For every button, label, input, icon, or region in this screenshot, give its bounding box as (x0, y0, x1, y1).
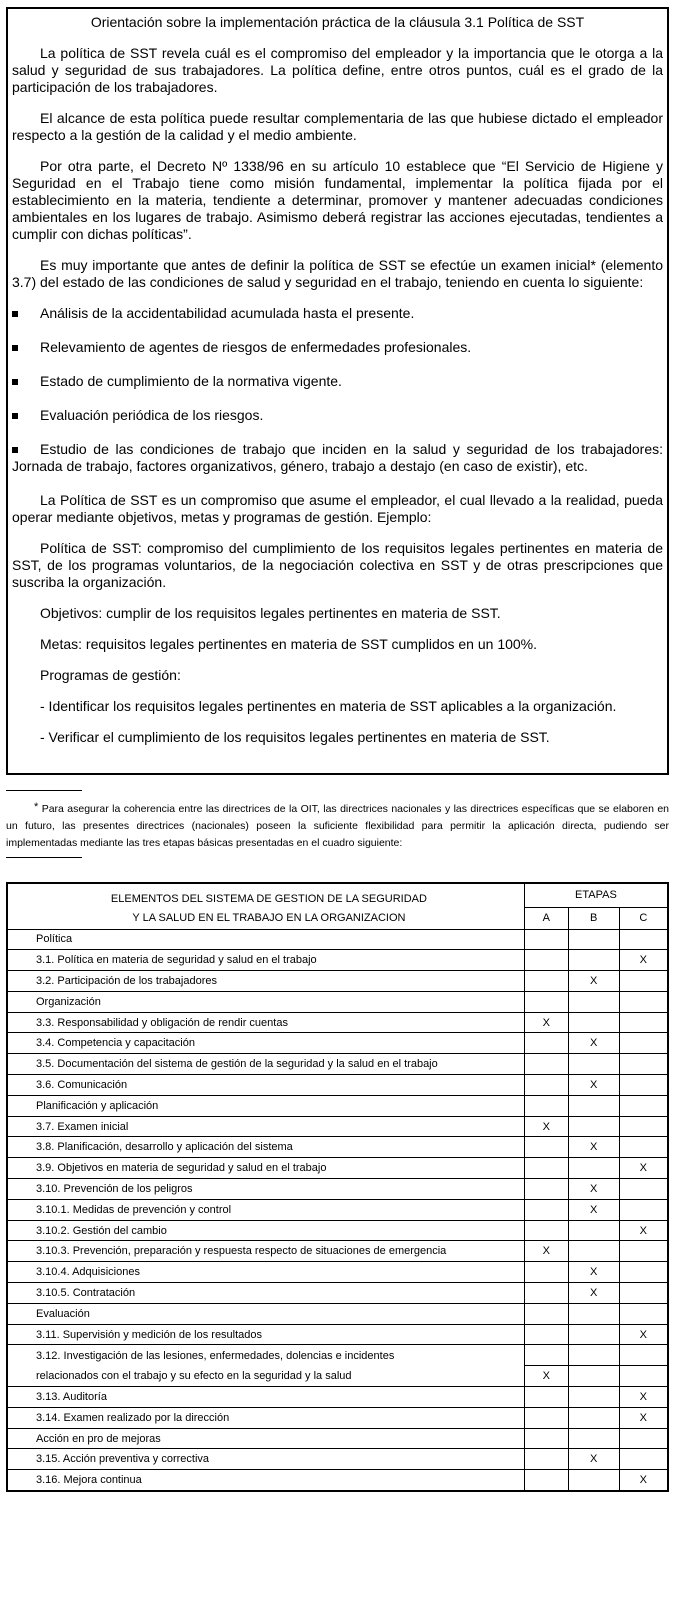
stage-c-cell (619, 1428, 668, 1449)
bullet-text: Estado de cumplimiento de la normativa vigente. (40, 373, 342, 389)
paragraph: Política de SST: compromiso del cumplimiento de los requisitos legales pertinentes en materia de SST, de los programas voluntarios, de la negociación colectiva en SST y de otras prescripciones que suscriba la organización. (12, 540, 663, 590)
bullet-text: Estudio de las condiciones de trabajo que inciden en la salud y seguridad de los trabajadores: Jornada de trabajo, factores organizativos, género, trabajo a destajo (en caso de existir), etc. (12, 441, 663, 474)
stage-b-cell (568, 929, 619, 950)
closing-paragraphs (12, 492, 663, 746)
paragraph: La Política de SST es un compromiso que asume el empleador, el cual llevado a la realidad, pueda operar mediante objetivos, metas y programas de gestión. Ejemplo: (12, 492, 663, 525)
stage-c-cell (619, 1095, 668, 1116)
stage-c-cell: X (619, 1407, 668, 1428)
bullet-list (12, 305, 663, 475)
stage-a-cell (524, 971, 568, 992)
stage-c-cell (619, 1033, 668, 1054)
element-label: 3.10.3. Prevención, preparación y respuesta respecto de situaciones de emergencia (7, 1241, 524, 1262)
stage-a-cell (524, 1033, 568, 1054)
stage-a-cell (524, 1137, 568, 1158)
table-row (7, 1366, 668, 1387)
stage-c-cell (619, 1137, 668, 1158)
stage-c-cell (619, 1262, 668, 1283)
bullet-item (12, 373, 663, 390)
element-label: 3.10.2. Gestión del cambio (7, 1220, 524, 1241)
stage-b-cell: X (568, 1262, 619, 1283)
stage-b-cell (568, 1095, 619, 1116)
table-row (7, 1116, 668, 1137)
stage-b-cell (568, 1470, 619, 1491)
stage-b-cell (568, 1220, 619, 1241)
paragraph: Metas: requisitos legales pertinentes en materia de SST cumplidos en un 100%. (40, 636, 538, 652)
element-label: 3.16. Mejora continua (7, 1470, 524, 1491)
bullet-item (12, 407, 663, 424)
table-row (7, 1241, 668, 1262)
stage-a-cell: X (524, 1012, 568, 1033)
stage-a-cell (524, 1095, 568, 1116)
stage-a-cell (524, 1220, 568, 1241)
stage-b-cell: X (568, 1449, 619, 1470)
header-title-line2: Y LA SALUD EN EL TRABAJO EN LA ORGANIZACION (7, 907, 524, 929)
footnote-text: Para asegurar la coherencia entre las directrices de la OIT, las directrices nacionales y las directrices específicas que se elaboren en un futuro, las presentes directrices (nacionales) poseen la suficiente flexibilidad para permitir la aplicación directa, pudiendo ser implementadas mediante las tres etapas básicas presentadas en el cuadro siguiente: (6, 803, 669, 849)
stage-b-cell: X (568, 1283, 619, 1304)
stage-c-cell (619, 1012, 668, 1033)
stage-a-cell (524, 1345, 568, 1366)
stage-c-cell: X (619, 1158, 668, 1179)
element-label: 3.10.1. Medidas de prevención y control (7, 1199, 524, 1220)
paragraph: - Verificar el cumplimiento de los requisitos legales pertinentes en materia de SST. (40, 729, 550, 745)
element-label: 3.15. Acción preventiva y correctiva (7, 1449, 524, 1470)
stage-b-cell: X (568, 1199, 619, 1220)
stages-table (6, 882, 669, 1492)
table-row (7, 1137, 668, 1158)
table-row (7, 950, 668, 971)
stage-b-cell (568, 1012, 619, 1033)
footnote-rule-top (6, 790, 82, 791)
element-label: relacionados con el trabajo y su efecto en la seguridad y la salud (7, 1366, 524, 1387)
stage-c-cell (619, 1283, 668, 1304)
element-label: 3.6. Comunicación (7, 1075, 524, 1096)
section-label: Planificación y aplicación (7, 1095, 524, 1116)
paragraph: Objetivos: cumplir de los requisitos legales pertinentes en materia de SST. (40, 605, 501, 621)
table-row (7, 1054, 668, 1075)
table-header-row-1 (7, 883, 668, 907)
intro-paragraphs (12, 45, 663, 291)
stage-a-cell (524, 1428, 568, 1449)
stage-a-cell (524, 1075, 568, 1096)
stage-b-cell (568, 1158, 619, 1179)
stage-a-cell (524, 1262, 568, 1283)
stage-b-cell (568, 1345, 619, 1366)
stage-a-cell (524, 1324, 568, 1345)
section-row (7, 929, 668, 950)
stage-b-cell (568, 1241, 619, 1262)
section-row (7, 991, 668, 1012)
bullet-item (12, 339, 663, 356)
stage-c-cell: X (619, 1324, 668, 1345)
bullet-icon (12, 379, 18, 385)
stage-a-cell (524, 950, 568, 971)
section-label: Política (7, 929, 524, 950)
table-row (7, 1033, 668, 1054)
stage-a-cell (524, 991, 568, 1012)
element-label: 3.4. Competencia y capacitación (7, 1033, 524, 1054)
stage-c-cell (619, 1449, 668, 1470)
stage-a-cell: X (524, 1241, 568, 1262)
stage-b-cell (568, 1387, 619, 1408)
element-label: 3.1. Política en materia de seguridad y salud en el trabajo (7, 950, 524, 971)
section-label: Acción en pro de mejoras (7, 1428, 524, 1449)
table-row (7, 1158, 668, 1179)
bullet-icon (12, 447, 18, 453)
stage-a-cell (524, 1179, 568, 1200)
stage-b-header: B (568, 907, 619, 929)
element-label: 3.8. Planificación, desarrollo y aplicación del sistema (7, 1137, 524, 1158)
paragraph: Es muy importante que antes de definir la política de SST se efectúe un examen inicial* (elemento 3.7) del estado de las condiciones de salud y seguridad en el trabajo, teniendo en cuenta lo siguiente: (12, 257, 663, 290)
stage-a-cell (524, 1158, 568, 1179)
element-label: 3.7. Examen inicial (7, 1116, 524, 1137)
stage-a-cell (524, 1449, 568, 1470)
stage-b-cell: X (568, 1033, 619, 1054)
table-row (7, 1199, 668, 1220)
stage-b-cell (568, 950, 619, 971)
section-row (7, 1095, 668, 1116)
element-label: 3.12. Investigación de las lesiones, enfermedades, dolencias e incidentes (7, 1345, 524, 1366)
bullet-icon (12, 413, 18, 419)
element-label: 3.13. Auditoría (7, 1387, 524, 1408)
stage-b-cell: X (568, 1137, 619, 1158)
paragraph: La política de SST revela cuál es el compromiso del empleador y la importancia que le otorga a la salud y seguridad de sus trabajadores. La política define, entre otros puntos, cuál es el grado de la participación de los trabajadores. (12, 45, 663, 95)
stage-c-cell (619, 1241, 668, 1262)
stage-a-cell: X (524, 1366, 568, 1387)
stage-c-cell (619, 929, 668, 950)
table-row (7, 1179, 668, 1200)
stage-c-cell (619, 1054, 668, 1075)
stage-c-cell (619, 1345, 668, 1366)
stage-a-cell (524, 1054, 568, 1075)
section-row (7, 1303, 668, 1324)
policy-guidance-box (6, 7, 669, 775)
stage-b-cell (568, 1428, 619, 1449)
table-row (7, 1012, 668, 1033)
stage-b-cell (568, 1054, 619, 1075)
element-label: 3.10. Prevención de los peligros (7, 1179, 524, 1200)
bullet-text: Evaluación periódica de los riesgos. (40, 407, 264, 423)
stage-c-cell: X (619, 1220, 668, 1241)
stage-a-cell (524, 1407, 568, 1428)
stage-c-cell (619, 1116, 668, 1137)
bullet-item (12, 305, 663, 322)
stage-c-cell (619, 1366, 668, 1387)
element-label: 3.5. Documentación del sistema de gestión de la seguridad y la salud en el trabajo (7, 1054, 524, 1075)
footnote-mark: * (34, 801, 39, 813)
bullet-item (12, 441, 663, 475)
element-label: 3.3. Responsabilidad y obligación de rendir cuentas (7, 1012, 524, 1033)
paragraph: Programas de gestión: (40, 667, 181, 683)
stage-b-cell: X (568, 1179, 619, 1200)
footnote-rule-bottom (6, 857, 82, 858)
table-row (7, 1075, 668, 1096)
stage-b-cell (568, 1407, 619, 1428)
stage-a-cell (524, 1303, 568, 1324)
stage-c-cell: X (619, 1470, 668, 1491)
stage-a-cell: X (524, 1116, 568, 1137)
stage-b-cell (568, 1303, 619, 1324)
table-row (7, 1324, 668, 1345)
element-label: 3.10.5. Contratación (7, 1283, 524, 1304)
stage-c-cell (619, 1179, 668, 1200)
element-label: 3.2. Participación de los trabajadores (7, 971, 524, 992)
bullet-icon (12, 311, 18, 317)
stage-c-cell (619, 1199, 668, 1220)
stage-c-cell: X (619, 950, 668, 971)
stage-a-cell (524, 1199, 568, 1220)
stage-c-cell: X (619, 1387, 668, 1408)
stage-c-cell (619, 1075, 668, 1096)
section-label: Organización (7, 991, 524, 1012)
stage-c-cell (619, 991, 668, 1012)
stage-b-cell (568, 1116, 619, 1137)
table-row (7, 1407, 668, 1428)
stage-c-cell (619, 971, 668, 992)
stage-a-cell (524, 929, 568, 950)
table-row (7, 1283, 668, 1304)
stage-a-cell (524, 1283, 568, 1304)
paragraph: El alcance de esta política puede resultar complementaria de las que hubiese dictado el empleador respecto a la gestión de la calidad y el medio ambiente. (12, 110, 663, 143)
stage-a-header: A (524, 907, 568, 929)
element-label: 3.9. Objetivos en materia de seguridad y salud en el trabajo (7, 1158, 524, 1179)
element-label: 3.14. Examen realizado por la dirección (7, 1407, 524, 1428)
paragraph: - Identificar los requisitos legales pertinentes en materia de SST aplicables a la organización. (40, 698, 617, 714)
stage-c-cell (619, 1303, 668, 1324)
stage-b-cell (568, 1324, 619, 1345)
header-title-line1: ELEMENTOS DEL SISTEMA DE GESTION DE LA SEGURIDAD (7, 883, 524, 907)
stage-c-header: C (619, 907, 668, 929)
paragraph: Por otra parte, el Decreto Nº 1338/96 en su artículo 10 establece que “El Servicio de Higiene y Seguridad en el Trabajo tiene como misión fundamental, implementar la política fijada por el establecimiento en la materia, tendiente a determinar, promover y mantener adecuadas condiciones ambientales en los lugares de trabajo. Asimismo deberá registrar las acciones ejecutadas, tendientes a cumplir con dichas políticas”. (12, 158, 663, 242)
stage-b-cell (568, 1366, 619, 1387)
bullet-text: Análisis de la accidentabilidad acumulada hasta el presente. (40, 305, 415, 321)
section-row (7, 1428, 668, 1449)
table-row (7, 1345, 668, 1366)
table-header-row-2 (7, 907, 668, 929)
bullet-text: Relevamiento de agentes de riesgos de enfermedades profesionales. (40, 339, 472, 355)
table-row (7, 1387, 668, 1408)
box-title: Orientación sobre la implementación práctica de la cláusula 3.1 Política de SST (90, 14, 585, 30)
stage-b-cell: X (568, 971, 619, 992)
table-row (7, 1449, 668, 1470)
stage-b-cell: X (568, 1075, 619, 1096)
table-row (7, 1220, 668, 1241)
footnote (6, 801, 669, 852)
etapas-header: ETAPAS (524, 883, 668, 907)
bullet-icon (12, 345, 18, 351)
element-label: 3.10.4. Adquisiciones (7, 1262, 524, 1283)
table-row (7, 971, 668, 992)
section-label: Evaluación (7, 1303, 524, 1324)
stage-a-cell (524, 1470, 568, 1491)
stage-a-cell (524, 1387, 568, 1408)
table-row (7, 1470, 668, 1491)
table-row (7, 1262, 668, 1283)
stage-b-cell (568, 991, 619, 1012)
element-label: 3.11. Supervisión y medición de los resultados (7, 1324, 524, 1345)
